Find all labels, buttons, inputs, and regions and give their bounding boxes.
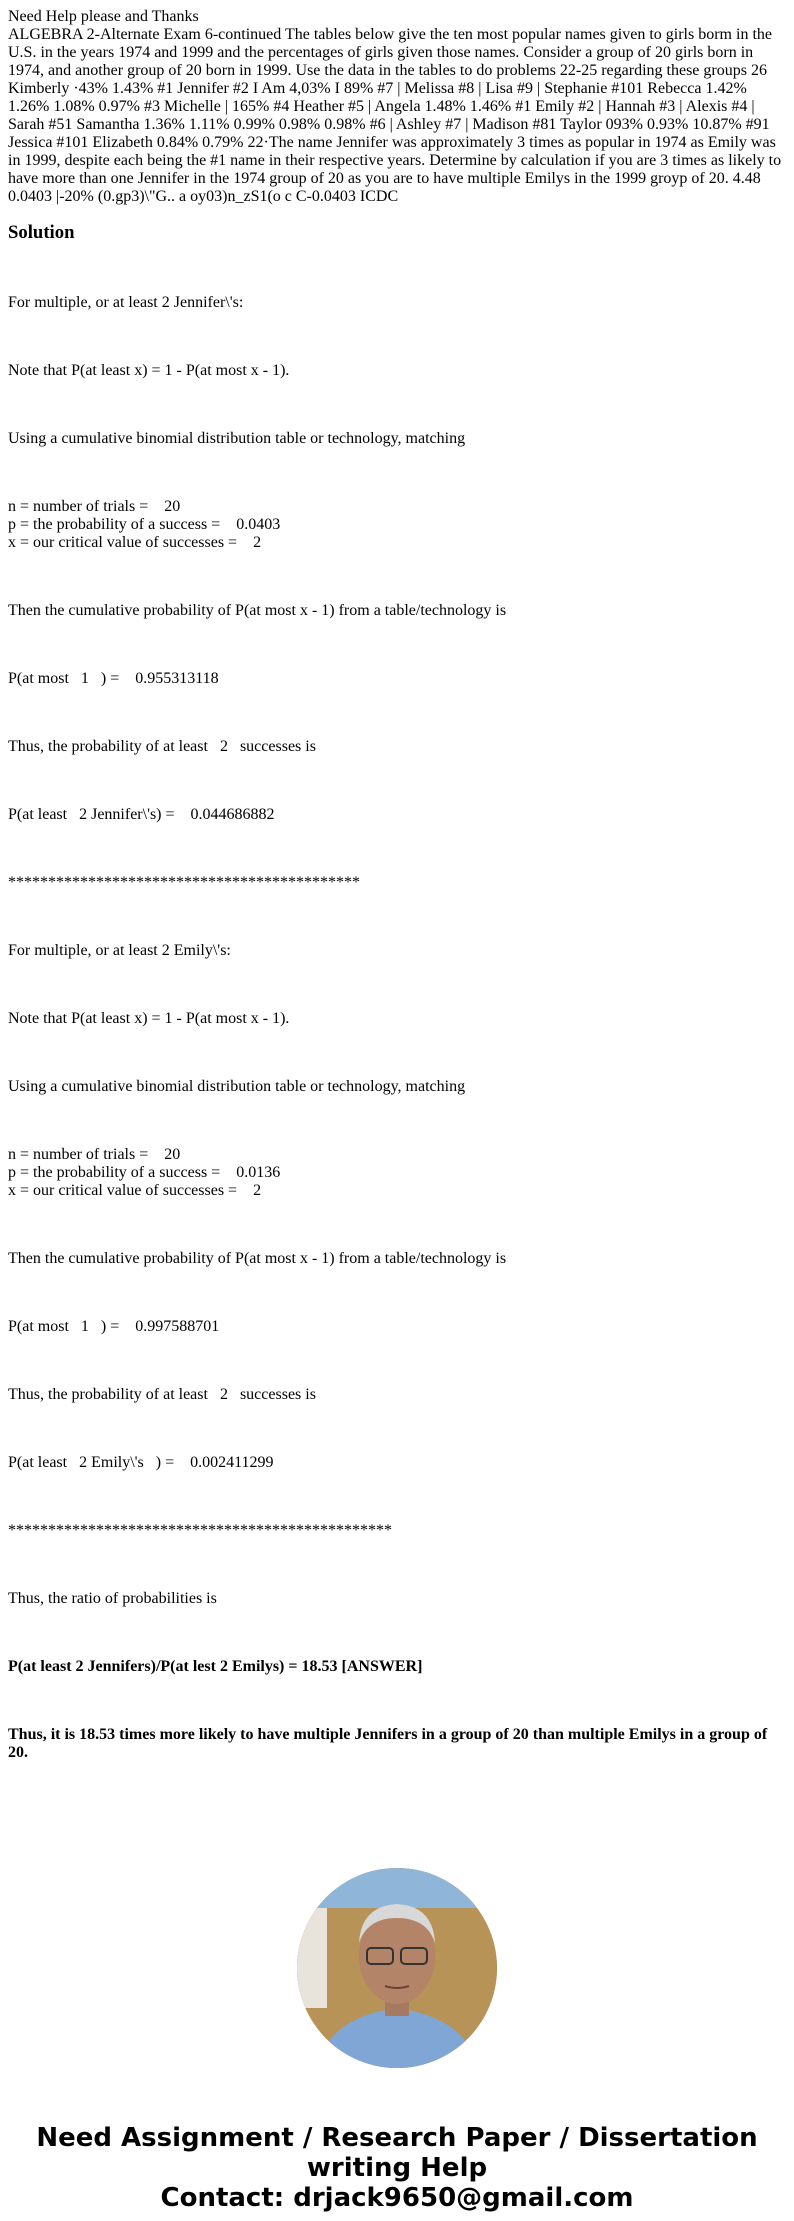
text: P(at most 1 ) = 0.955313118 [8, 670, 219, 687]
separator: ************************************************ [8, 1522, 392, 1539]
separator: ******************************************** [8, 874, 360, 891]
text: n = number of trials = 20 [8, 498, 181, 515]
author-avatar [297, 1868, 497, 2068]
solution-body [8, 260, 786, 1796]
conclusion: Thus, it is 18.53 times more likely to have multiple Jennifers in a group of 20 than multiple Emilys in a group of 20. [8, 1726, 768, 1761]
text: p = the probability of a success = 0.0136 [8, 1164, 281, 1181]
text: Note that P(at least x) = 1 - P(at most x - 1). [8, 1010, 290, 1027]
text: Thus, the probability of at least 2 successes is [8, 738, 316, 755]
text: Note that P(at least x) = 1 - P(at most x - 1). [8, 362, 290, 379]
text: P(at most 1 ) = 0.997588701 [8, 1318, 220, 1335]
text: x = our critical value of successes = 2 [8, 1182, 262, 1199]
question [8, 8, 786, 206]
text: Using a cumulative binomial distribution table or technology, matching [8, 1078, 466, 1095]
text: Thus, the probability of at least 2 successes is [8, 1386, 316, 1403]
text: Using a cumulative binomial distribution table or technology, matching [8, 430, 466, 447]
question-title: Need Help please and Thanks [8, 8, 199, 25]
text: x = our critical value of successes = 2 [8, 534, 262, 551]
question-body: ALGEBRA 2-Alternate Exam 6-continued The tables below give the ten most popular names given to girls borm in the U.S. in the years 1974 and 1999 and the percentages of girls given those names. Consider a group of 20 girls born in 1974, and another group of 20 born in 1999. Use the data in the tables to do problems 22-25 regarding these groups 26 Kimberly ·43% 1.43% #1 Jennifer #2 I Am 4,03% I 89% #7 | Melissa #8 | Lisa #9 | Stephanie #101 Rebecca 1.42% 1.26% 1.08% 0.97% #3 Michelle | 165% #4 Heather #5 | Angela 1.48% 1.46% #1 Emily #2 | Hannah #3 | Alexis #4 | Sarah #51 Samantha 1.36% 1.11% 0.99% 0.98% 0.98% #6 | Ashley #7 | Madison #81 Taylor 093% 0.93% 10.87% #91 Jessica #101 Elizabeth 0.84% 0.79% 22·The name Jennifer was approximately 3 times as popular in 1974 as Emily was in 1999, despite each being the #1 name in their respective years. Determine by calculation if you are 3 times as likely to have more than one Jennifer in the 1974 group of 20 as you are to have multiple Emilys in the 1999 groyp of 20. 4.48 0.0403 |-20% (0.gp3)\"G.. a oy03)n_zS1(o c C-0.0403 ICDC [8, 26, 782, 205]
text: n = number of trials = 20 [8, 1146, 181, 1163]
text: P(at least 2 Jennifer\'s) = 0.044686882 [8, 806, 275, 823]
text: P(at least 2 Emily\'s ) = 0.002411299 [8, 1454, 274, 1471]
text: Then the cumulative probability of P(at most x - 1) from a table/technology is [8, 1250, 507, 1267]
text: For multiple, or at least 2 Jennifer\'s: [8, 294, 244, 311]
footer-ad [8, 2123, 786, 2213]
solution-heading: Solution [8, 222, 75, 243]
text: Thus, the ratio of probabilities is [8, 1590, 217, 1607]
text: p = the probability of a success = 0.0403 [8, 516, 281, 533]
text: For multiple, or at least 2 Emily\'s: [8, 942, 231, 959]
text: Then the cumulative probability of P(at most x - 1) from a table/technology is [8, 602, 507, 619]
footer-contact: Contact: drjack9650@gmail.com [160, 2183, 634, 2213]
answer: P(at least 2 Jennifers)/P(at lest 2 Emilys) = 18.53 [ANSWER] [8, 1658, 423, 1675]
footer-line: Need Assignment / Research Paper / Dissertation writing Help [36, 2123, 758, 2183]
